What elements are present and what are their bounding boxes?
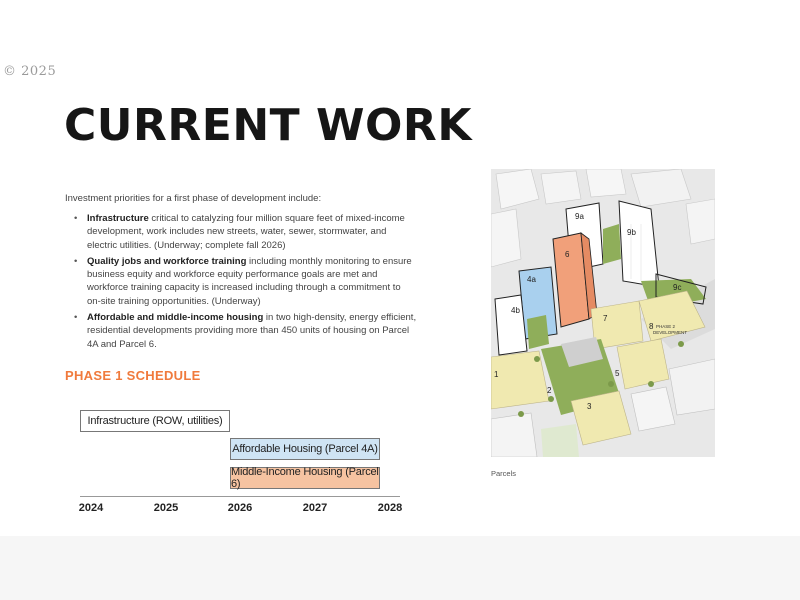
year-label: 2025	[153, 502, 179, 514]
schedule-title: PHASE 1 SCHEDULE	[65, 368, 201, 383]
priority-heading: Quality jobs and workforce training	[87, 255, 247, 267]
parcel-label: 9a	[575, 212, 584, 221]
year-label: 2024	[78, 502, 104, 514]
bottom-band	[0, 536, 800, 600]
parcel-label: 1	[494, 370, 499, 379]
page-title: CURRENT WORK	[64, 100, 472, 151]
priority-item-infrastructure	[72, 212, 417, 252]
priority-item-jobs	[72, 255, 417, 308]
background-building	[669, 359, 715, 415]
parcel-label: 8	[649, 322, 654, 331]
schedule-bar-affordable-housing: Affordable Housing (Parcel 4A)	[230, 438, 380, 460]
schedule-bar-infrastructure: Infrastructure (ROW, utilities)	[80, 410, 230, 432]
map-caption: Parcels	[491, 469, 517, 478]
parcel-label: 3	[587, 402, 592, 411]
intro-text: Investment priorities for a first phase of development include:	[65, 193, 322, 204]
priority-description: in two high-density, energy efficient, residential developments providing more than 450 units of housing on Parcel 4A and Parcel 6.	[87, 312, 417, 350]
parcel-1	[491, 351, 549, 409]
background-building	[491, 413, 537, 457]
priority-heading: Affordable and middle-income housing	[87, 312, 264, 324]
tree	[678, 341, 684, 347]
schedule-bar-middle-income-housing: Middle-Income Housing (Parcel 6)	[231, 466, 379, 490]
parcel-label: 4b	[511, 306, 520, 315]
parcels-map-illustration	[491, 169, 715, 457]
schedule-axis	[80, 496, 400, 497]
green-space	[603, 224, 621, 264]
parcel-label: 5	[615, 369, 620, 378]
year-label: 2027	[302, 502, 328, 514]
parcels-map	[491, 169, 715, 457]
parcel-label: 9b	[627, 228, 636, 237]
background-building	[541, 171, 581, 204]
parcel-label: 4a	[527, 275, 536, 284]
green-space	[541, 424, 579, 457]
phase2-label: PHASE 2	[656, 324, 676, 329]
tree	[608, 381, 614, 387]
priority-description: critical to catalyzing four million square feet of mixed-income development, work includes new streets, water, sewer, stormwater, and electric utilities. (Underway; complete fall 2026)	[87, 213, 405, 251]
priority-item-housing	[72, 311, 417, 351]
background-building	[491, 209, 521, 267]
tree	[648, 381, 654, 387]
background-building	[686, 199, 715, 244]
priority-description: including monthly monitoring to ensure business equity and workforce equity performance goals are met and workforce training capacity is increased including through a commitment to on-site training opportunities. (Underway)	[87, 255, 412, 307]
parcel-label: 7	[603, 314, 608, 323]
parcel-label: 6	[565, 250, 570, 259]
year-label: 2028	[377, 502, 403, 514]
background-building	[586, 169, 626, 197]
tree	[534, 356, 540, 362]
parcel-4b-building	[495, 295, 527, 355]
year-label: 2026	[227, 502, 253, 514]
phase2-label: DEVELOPMENT	[653, 330, 688, 335]
green-space	[527, 315, 549, 349]
copyright-text: © 2025	[3, 64, 57, 79]
priority-heading: Infrastructure	[87, 213, 149, 224]
tree	[548, 396, 554, 402]
parcel-label: 2	[547, 386, 552, 395]
tree	[518, 411, 524, 417]
parcel-label: 9c	[673, 283, 682, 292]
priority-list	[72, 212, 417, 354]
